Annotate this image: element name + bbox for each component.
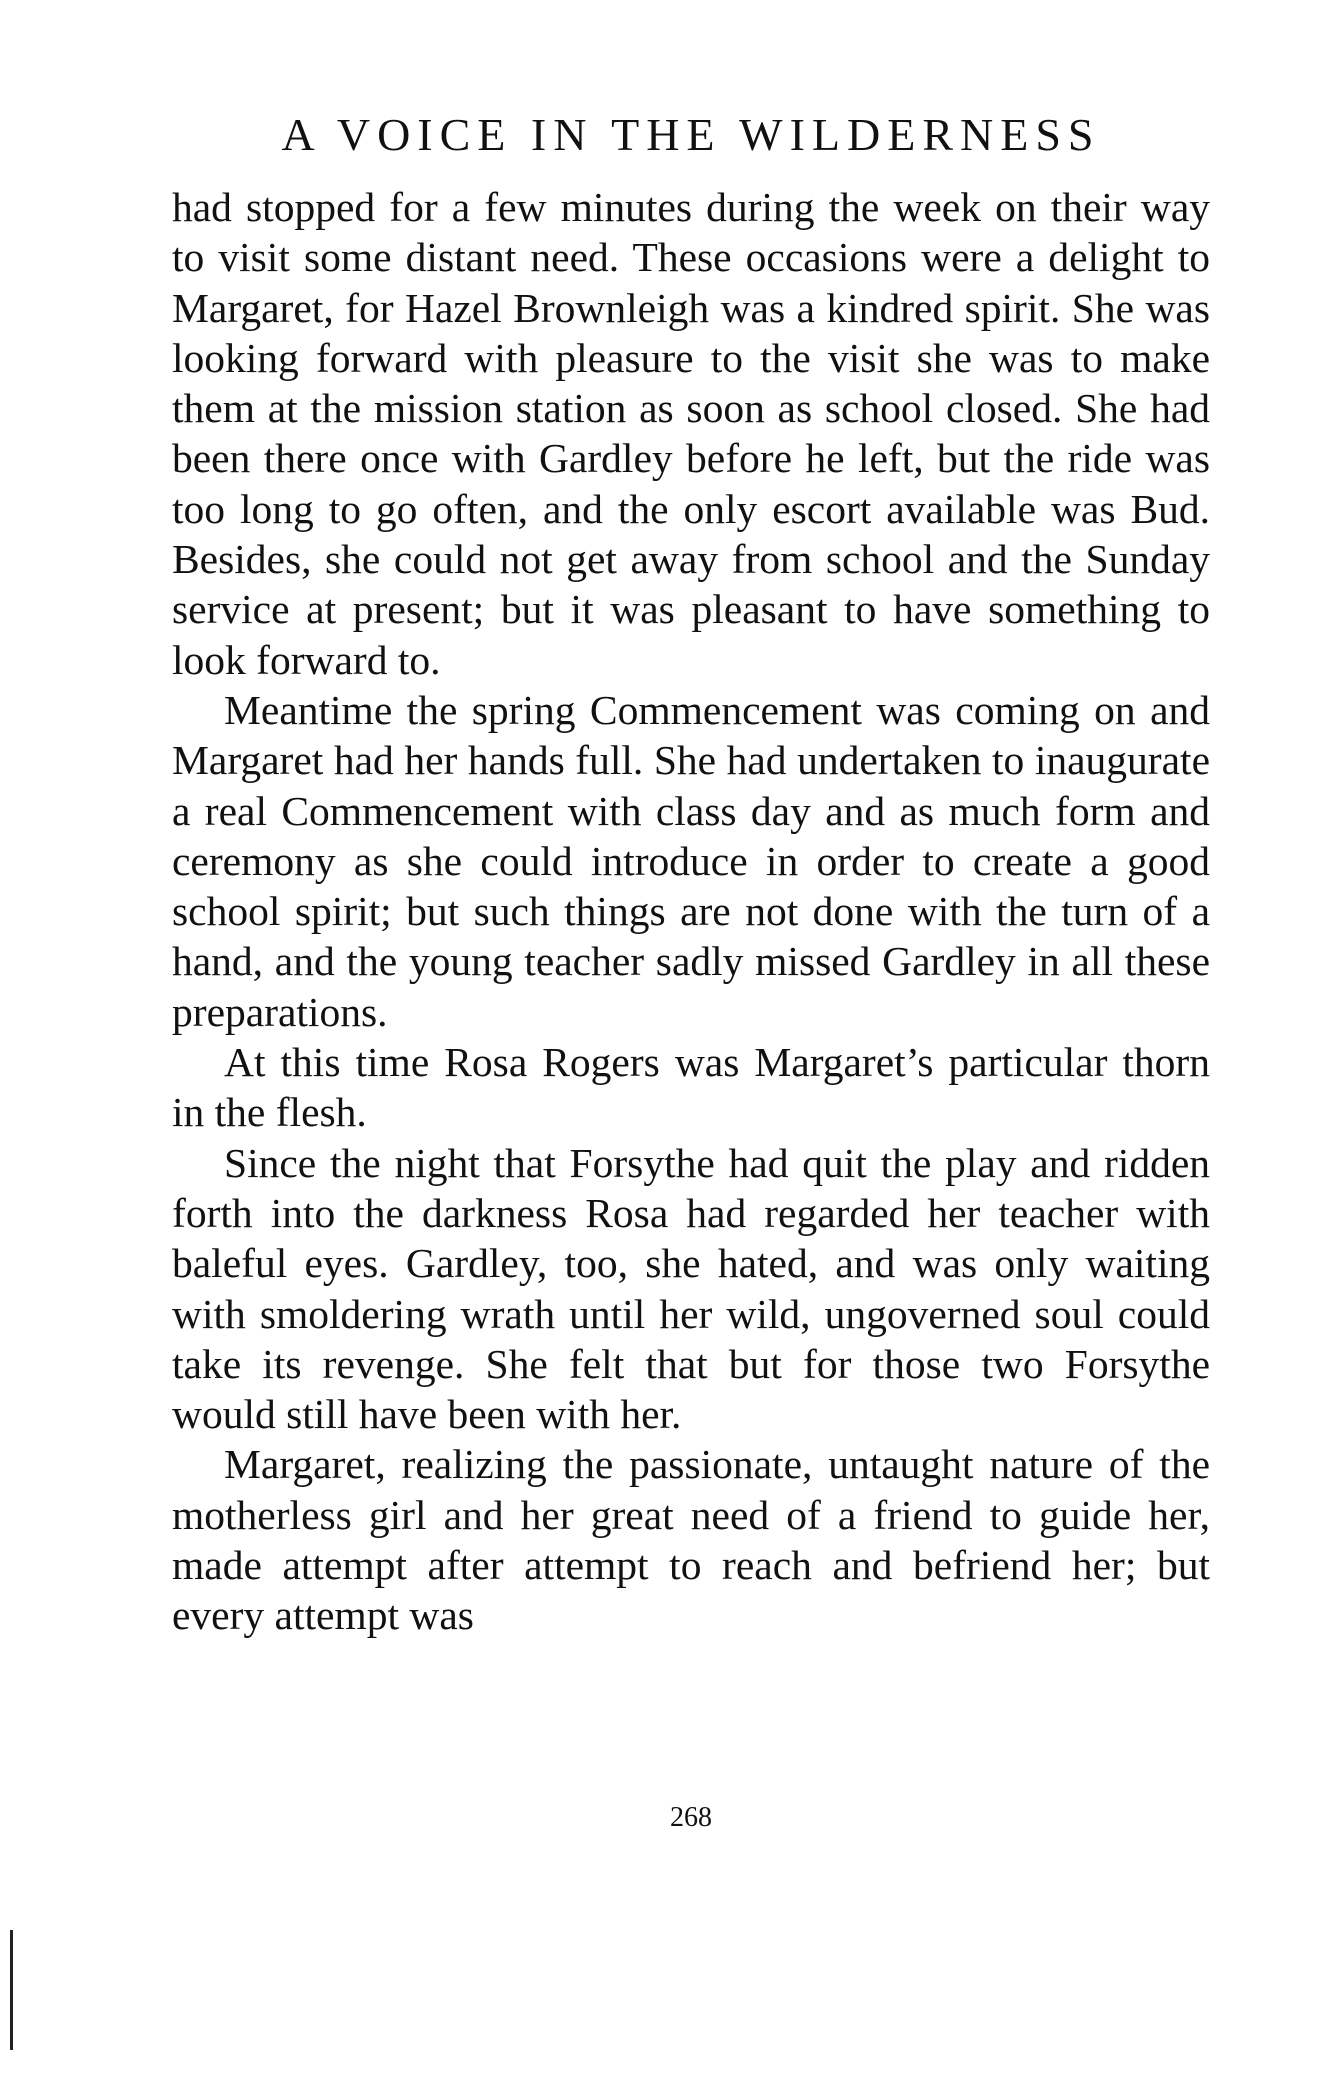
body-text: [172, 182, 1210, 1641]
book-page: [172, 108, 1210, 1833]
page-number: 268: [670, 1802, 712, 1833]
paragraph: Meantime the spring Commencement was coming on and Margaret had her hands full. She had undertaken to inaugurate a real Commencement with class day and as much form and ceremony as she could introduce in order to create a good school spirit; but such things are not done with the turn of a hand, and the young teacher sadly missed Gardley in all these preparations.: [172, 686, 1210, 1035]
paragraph: At this time Rosa Rogers was Margaret’s particular thorn in the flesh.: [172, 1039, 1210, 1136]
paragraph-continued: had stopped for a few minutes during the week on their way to visit some distant need. These occasions were a delight to Margaret, for Hazel Brownleigh was a kindred spirit. She was looking forward with pleasure to the visit she was to make them at the mission station as soon as school closed. She had been there once with Gardley before he left, but the ride was too long to go often, and the only escort available was Bud. Besides, she could not get away from school and the Sunday service at present; but it was pleasant to have something to look forward to.: [172, 184, 1210, 683]
paragraph: Margaret, realizing the passionate, untaught nature of the motherless girl and her great need of a friend to guide her, made attempt after attempt to reach and befriend her; but every attempt was: [172, 1441, 1210, 1639]
running-title: A VOICE IN THE WILDERNESS: [281, 109, 1101, 160]
paragraph: Since the night that Forsythe had quit the play and ridden forth into the darkness Rosa had regarded her teacher with baleful eyes. Gardley, too, she hated, and was only waiting with smoldering wrath until her wild, ungoverned soul could take its revenge. She felt that but for those two Forsythe would still have been with her.: [172, 1139, 1210, 1438]
scan-edge-mark: [10, 1930, 13, 2050]
